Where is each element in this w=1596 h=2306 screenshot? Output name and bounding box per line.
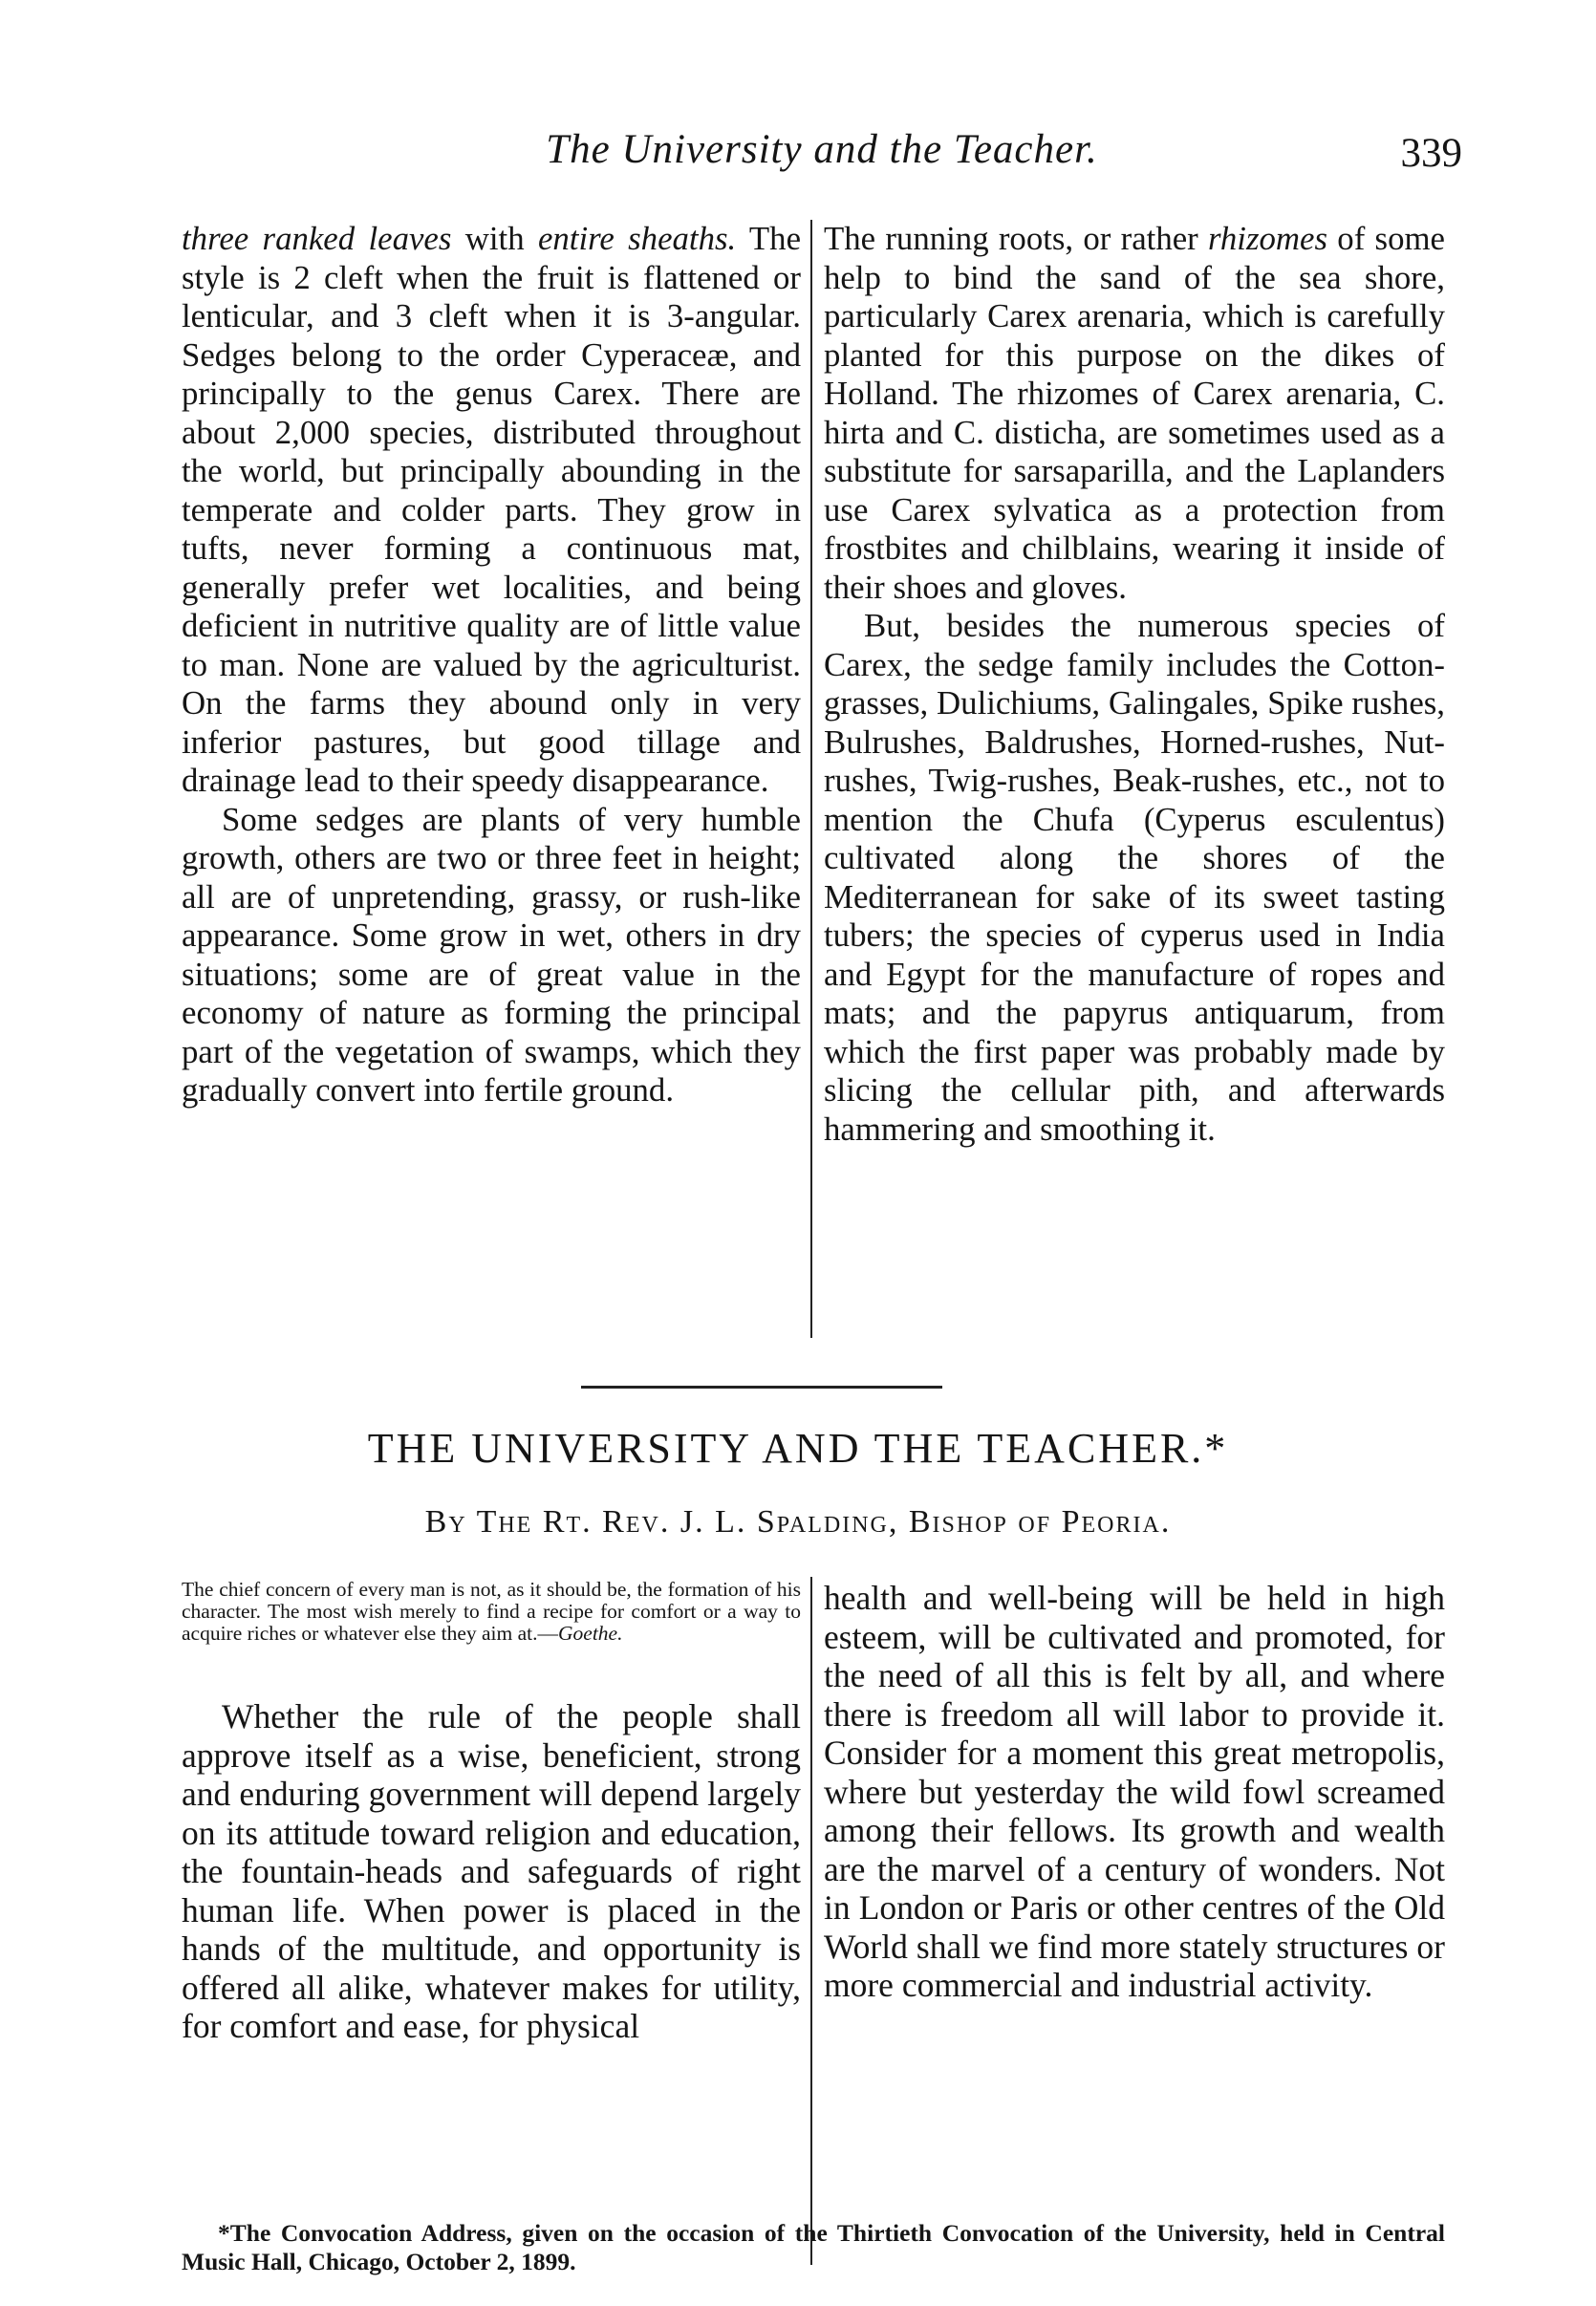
top-right-column	[824, 220, 1445, 1149]
paragraph	[182, 220, 801, 801]
article-body-left-column	[182, 1697, 801, 2046]
epigraph	[182, 1579, 801, 1645]
section-separator-rule	[581, 1386, 942, 1389]
paragraph: Some sedges are plants of very humble growth, others are two or three feet in height; all are of unpretending, grassy, or rush-like appearance. Some grow in wet, others in dry situations; some are of great value in the economy of nature as forming the principal part of the vegetation of swamps, which they gradually convert into fertile ground.	[182, 800, 801, 1109]
italic-phrase: rhizomes	[1208, 220, 1328, 257]
paragraph: But, besides the numerous species of Carex, the sedge family includes the Cotton-grasses, Dulichiums, Galingales, Spike rushes, Bulrushes, Baldrushes, Horned-rushes, Nut-rushes, Twig-rushes, Beak-rushes, etc., not to mention the Chufa (Cyperus esculentus) cultivated along the shores of the Mediterranean for sake of its sweet tasting tubers; the species of cyperus used in India and Egypt for the manufacture of ropes and mats; and the papyrus antiquarum, from which the first paper was probably made by slicing the cellular pith, and afterwards hammering and smoothing it.	[824, 607, 1445, 1148]
paragraph: health and well-being will be held in high esteem, will be cultivated and promoted, for the need of all this is felt by all, and where there is freedom all will labor to provide it. Consider for a moment this great metropolis, where but yesterday the wild fowl screamed among their fellows. Its growth and wealth are the marvel of a century of wonders. Not in London or Paris or other centres of the Old World shall we find more stately structures or more commercial and industrial activity.	[824, 1579, 1445, 2004]
epigraph-text: The chief concern of every man is not, as it should be, the formation of his character. The most wish merely to find a recipe for comfort or a way to acquire riches or whatever else they aim at.—	[182, 1578, 801, 1645]
text-run: of some help to bind the sand of the sea shore, particularly Carex arenaria, which is carefully planted for this purpose on the dikes of Holland. The rhizomes of Carex arenaria, C. hirta and C. disticha, are sometimes used as a substitute for sarsaparilla, and the Laplanders use Carex sylvatica as a protection from frostbites and chilblains, wearing it inside of their shoes and gloves.	[824, 220, 1445, 606]
article-title: THE UNIVERSITY AND THE TEACHER.*	[367, 1425, 1229, 1472]
epigraph-attribution: Goethe.	[558, 1622, 623, 1645]
article-body-right-column	[824, 1579, 1445, 2005]
column-divider-bottom	[810, 1577, 812, 2265]
column-divider-top	[810, 220, 812, 1338]
page-number: 339	[1400, 131, 1462, 176]
text-run: The running roots, or rather	[824, 220, 1208, 257]
paragraph	[824, 220, 1445, 607]
text-run: The style is 2 cleft when the fruit is flattened or lenticular, and 3 cleft when it is 3-angular. Sedges belong to the order Cyperaceæ, and principally to the genus Carex. There are about 2,000 species, distributed throughout the world, but principally abounding in the temperate and colder parts. They grow in tufts, never forming a continuous mat, generally prefer wet localities, and being deficient in nutritive quality are of little value to man. None are valued by the agriculturist. On the farms they abound only in very inferior pastures, but good tillage and drainage lead to their speedy disappearance.	[182, 220, 802, 799]
article-byline: By The Rt. Rev. J. L. Spalding, Bishop of Peoria.	[424, 1504, 1172, 1540]
footnote: *The Convocation Address, given on the occasion of the Thirtieth Convocation of the University, held in Central Music Hall, Chicago, October 2, 1899.	[182, 2219, 1445, 2275]
italic-phrase: entire sheaths.	[537, 220, 737, 257]
paragraph: Whether the rule of the people shall approve itself as a wise, beneficient, strong and enduring government will depend largely on its attitude toward religion and education, the fountain-heads and safeguards of right human life. When power is placed in the hands of the multitude, and opportunity is offered all alike, whatever makes for utility, for comfort and ease, for physical	[182, 1697, 801, 2045]
running-head: The University and the Teacher.	[546, 127, 1098, 172]
italic-phrase: three ranked leaves	[182, 220, 452, 257]
text-run: with	[451, 220, 538, 257]
top-left-column	[182, 220, 801, 1110]
